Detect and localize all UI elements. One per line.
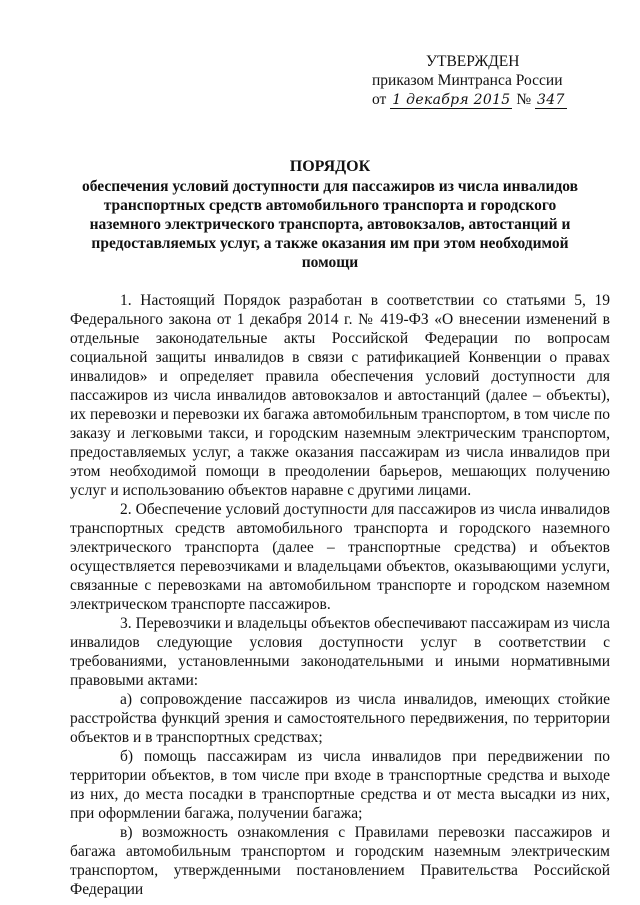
approval-date-line bbox=[372, 90, 622, 110]
approval-date: 1 декабря 2015 bbox=[392, 92, 511, 108]
approval-order-line: приказом Минтранса России bbox=[372, 72, 563, 89]
paragraph-3c: в) возможность ознакомления с Правилами перевозки пассажиров и багажа автомобильным транспортом и городским наземным электрическим транспортом, утвержденными постановлением Правительства Российской Федерации bbox=[70, 824, 610, 898]
document-body bbox=[70, 291, 610, 899]
approval-stamp bbox=[372, 52, 622, 110]
approval-number-label: № bbox=[516, 91, 532, 108]
paragraph-3: 3. Перевозчики и владельцы объектов обеспечивают пассажирам из числа инвалидов следующие условия доступности услуг в соответствии с требованиями, установленными законодательными и иными нормативными правовыми актами: bbox=[70, 615, 610, 689]
approval-number: 347 bbox=[537, 92, 565, 108]
approval-heading: УТВЕРЖДЕН bbox=[426, 53, 520, 70]
paragraph-3b: б) помощь пассажирам из числа инвалидов при передвижении по территории объектов, в том числе при входе в транспортные средства и выходе из них, до места посадки в транспортные средства и от места высадки из них, при оформлении багажа, получении багажа; bbox=[70, 748, 610, 822]
paragraph-3a: а) сопровождение пассажиров из числа инвалидов, имеющих стойкие расстройства функций зрения и самостоятельного передвижения, по территории объектов и в транспортных средствах; bbox=[70, 691, 610, 746]
paragraph-1: 1. Настоящий Порядок разработан в соответствии со статьями 5, 19 Федерального закона от 1 декабря 2014 г. № 419-ФЗ «О внесении изменений в отдельные законодательные акты Российской Федерации по вопросам социальной защиты инвалидов в связи с ратификацией Конвенции о правах инвалидов» и определяет правила обеспечения условий доступности для пассажиров из числа инвалидов автовокзалов и автостанций (далее – объекты), их перевозки и перевозки их багажа автомобильным транспортом, в том числе по заказу и легковыми такси, и городским наземным электрическим транспортом, предоставляемых услуг, а также оказания пассажирам из числа инвалидов при этом необходимой помощи в преодолении барьеров, мешающих получению услуг и использованию объектов наравне с другими лицами. bbox=[70, 292, 610, 499]
document-title: ПОРЯДОК bbox=[289, 158, 371, 175]
approval-from-label: от bbox=[372, 91, 387, 108]
paragraph-2: 2. Обеспечение условий доступности для пассажиров из числа инвалидов транспортных средств автомобильного транспорта и городского наземного электрического транспорта (далее – транспортные средства) и объектов осуществляется перевозчиками и владельцами объектов, оказывающими услуги, связанные с перевозками на автомобильном транспорте и городском наземном электрическом транспорте пассажиров. bbox=[70, 501, 610, 613]
document-subtitle: обеспечения условий доступности для пассажиров из числа инвалидов транспортных средств автомобильного транспорта и городского наземного электрического транспорта, автовокзалов, автостанций и предоставляемых услуг, а также оказания им при этом необходимой помощи bbox=[81, 178, 579, 271]
